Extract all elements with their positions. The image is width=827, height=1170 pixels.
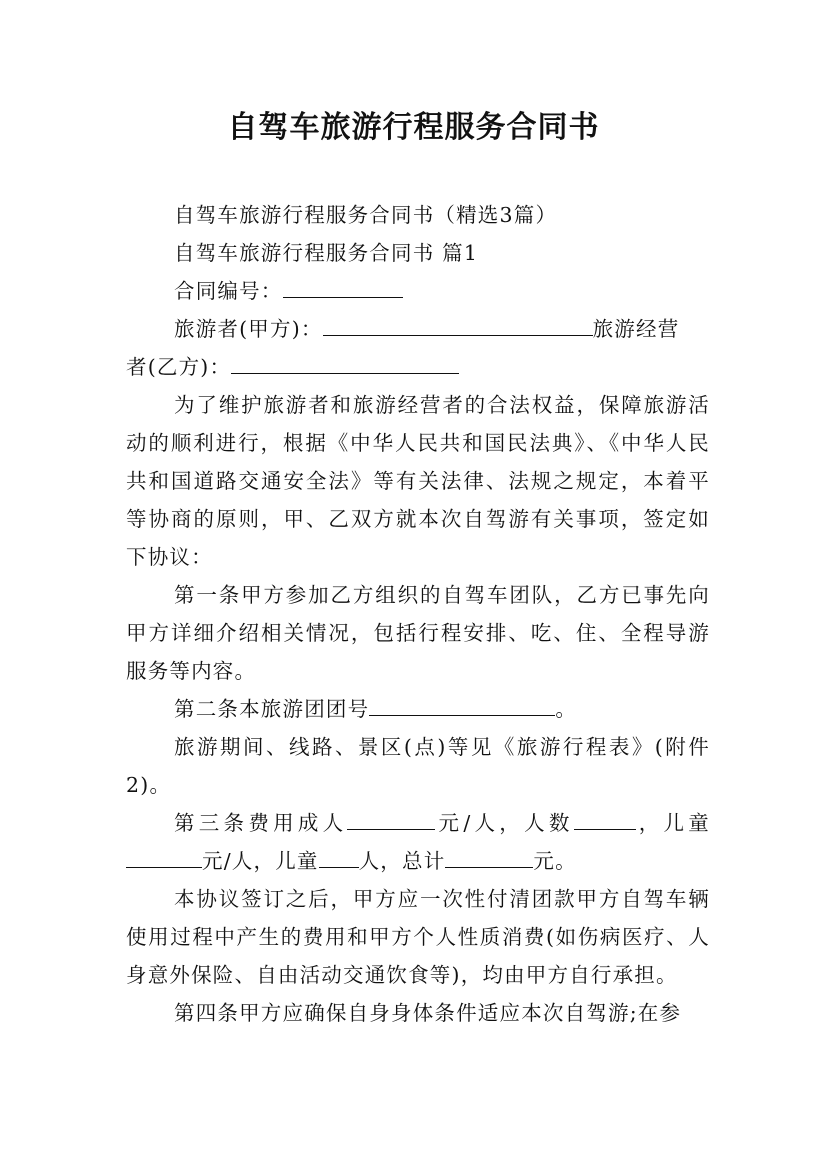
itinerary-paragraph: 旅游期间、线路、景区(点)等见《旅游行程表》(附件2)。 bbox=[126, 735, 710, 797]
contract-number-blank bbox=[283, 275, 403, 298]
article-3-e: 人，总计 bbox=[358, 849, 446, 873]
total-blank bbox=[445, 845, 533, 868]
article-3-b: 元/人，人数 bbox=[435, 811, 574, 835]
party-b-line bbox=[126, 348, 710, 386]
parties-line bbox=[126, 310, 710, 348]
article-3-a: 第三条费用成人 bbox=[174, 811, 348, 835]
payment-paragraph: 本协议签订之后，甲方应一次性付清团款甲方自驾车辆使用过程中产生的费用和甲方个人性质消费(如伤病医疗、人身意外保险、自由活动交通饮食等)，均由甲方自行承担。 bbox=[126, 887, 710, 987]
adult-fee-blank bbox=[347, 807, 435, 830]
article-4-paragraph: 第四条甲方应确保自身身体条件适应本次自驾游;在参 bbox=[174, 1001, 682, 1025]
party-b-label-part1: 旅游经营 bbox=[592, 317, 680, 341]
section-heading: 自驾车旅游行程服务合同书 篇1 bbox=[174, 241, 479, 265]
party-a-label: 旅游者(甲方)： bbox=[174, 317, 323, 341]
document-body bbox=[126, 196, 710, 1032]
article-2-paragraph bbox=[126, 690, 710, 728]
article-3-c: ，儿童 bbox=[635, 811, 710, 835]
document-title: 自驾车旅游行程服务合同书 bbox=[227, 110, 600, 145]
party-a-blank bbox=[323, 313, 593, 336]
article-2-suffix: 。 bbox=[555, 697, 578, 721]
article-3-paragraph bbox=[126, 804, 710, 880]
party-b-blank bbox=[231, 351, 459, 374]
document-subtitle: 自驾车旅游行程服务合同书（精选3篇） bbox=[174, 203, 558, 227]
contract-number-label: 合同编号： bbox=[174, 279, 283, 303]
adult-count-blank bbox=[574, 807, 636, 830]
article-3-d: 元/人，儿童 bbox=[202, 849, 319, 873]
article-1-paragraph: 第一条甲方参加乙方组织的自驾车团队，乙方已事先向甲方详细介绍相关情况，包括行程安排、吃、住、全程导游服务等内容。 bbox=[126, 583, 710, 683]
party-b-label-part2: 者(乙方)： bbox=[126, 355, 232, 379]
child-count-blank bbox=[319, 845, 359, 868]
child-fee-blank bbox=[126, 845, 202, 868]
tour-group-number-blank bbox=[369, 693, 555, 716]
article-2-prefix: 第二条本旅游团团号 bbox=[174, 697, 370, 721]
contract-number-line bbox=[126, 272, 710, 310]
article-3-f: 元。 bbox=[533, 849, 577, 873]
intro-paragraph: 为了维护旅游者和旅游经营者的合法权益，保障旅游活动的顺利进行，根据《中华人民共和国民法典》、《中华人民共和国道路交通安全法》等有关法律、法规之规定，本着平等协商的原则，甲、乙双方就本次自驾游有关事项，签定如下协议： bbox=[126, 393, 710, 569]
